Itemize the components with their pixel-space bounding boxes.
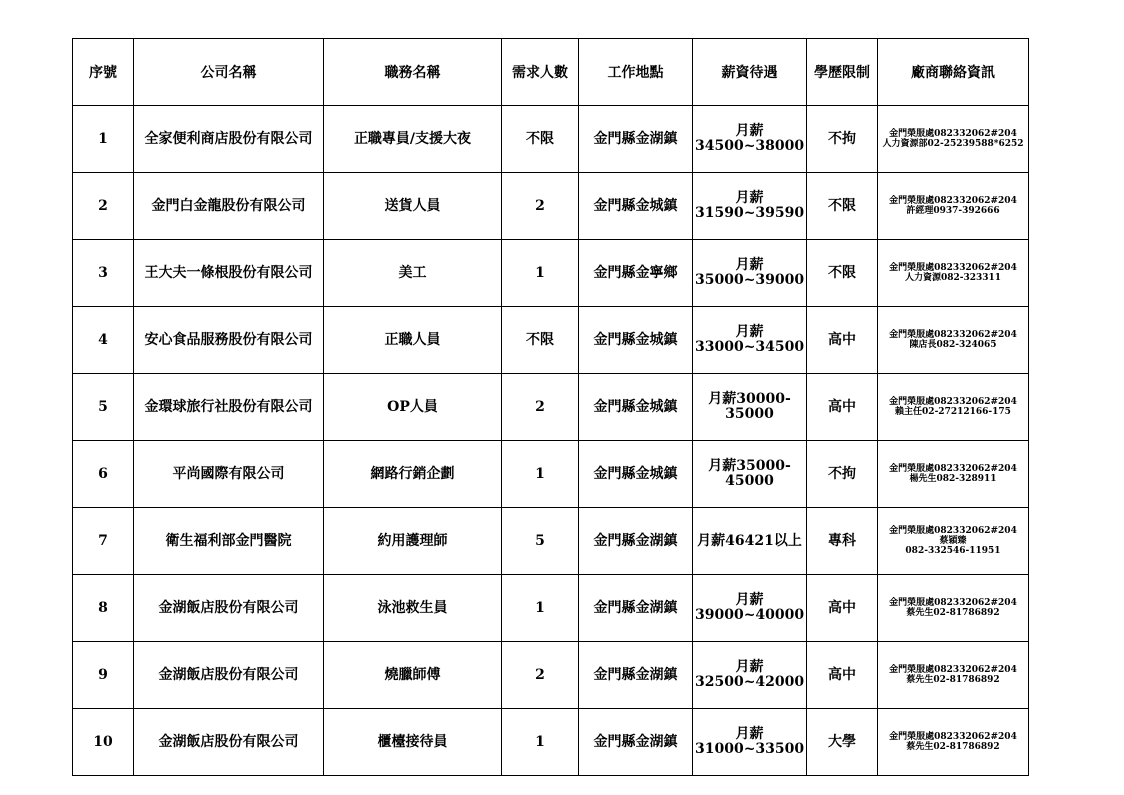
header-location: 工作地點 <box>579 39 693 106</box>
salary-line: 月薪30000- <box>708 391 791 407</box>
salary-line: 月薪 <box>735 123 764 139</box>
salary-line: 月薪 <box>735 726 764 742</box>
header-row <box>73 39 1029 106</box>
cell-location: 金門縣金城鎮 <box>579 307 693 374</box>
cell-index: 8 <box>73 575 134 642</box>
table-row <box>73 173 1029 240</box>
header-company: 公司名稱 <box>134 39 324 106</box>
cell-company: 金湖飯店股份有限公司 <box>134 642 324 709</box>
cell-index: 9 <box>73 642 134 709</box>
cell-salary <box>693 642 807 709</box>
cell-company: 金湖飯店股份有限公司 <box>134 709 324 776</box>
cell-headcount: 1 <box>502 240 579 307</box>
cell-position: 美工 <box>324 240 502 307</box>
cell-salary <box>693 441 807 508</box>
cell-education: 高中 <box>807 642 878 709</box>
cell-headcount: 5 <box>502 508 579 575</box>
cell-location: 金門縣金湖鎮 <box>579 709 693 776</box>
cell-index: 7 <box>73 508 134 575</box>
contact-line: 人力資源082-323311 <box>904 273 1002 283</box>
cell-headcount: 1 <box>502 441 579 508</box>
cell-contact <box>878 642 1029 709</box>
cell-contact <box>878 709 1029 776</box>
cell-position: OP人員 <box>324 374 502 441</box>
job-listing-table <box>72 38 1029 776</box>
cell-location: 金門縣金寧鄉 <box>579 240 693 307</box>
cell-company: 王大夫一條根股份有限公司 <box>134 240 324 307</box>
header-headcount: 需求人數 <box>502 39 579 106</box>
contact-line: 金門榮服處082332062#204 <box>889 129 1017 139</box>
cell-contact <box>878 240 1029 307</box>
contact-line: 金門榮服處082332062#204 <box>889 526 1017 536</box>
cell-location: 金門縣金湖鎮 <box>579 106 693 173</box>
table-row <box>73 106 1029 173</box>
header-salary: 薪資待遇 <box>693 39 807 106</box>
cell-position: 約用護理師 <box>324 508 502 575</box>
cell-education: 大學 <box>807 709 878 776</box>
table-row <box>73 307 1029 374</box>
table-row <box>73 709 1029 776</box>
cell-headcount: 2 <box>502 642 579 709</box>
cell-company: 金湖飯店股份有限公司 <box>134 575 324 642</box>
cell-index: 1 <box>73 106 134 173</box>
salary-line: 月薪 <box>735 592 764 608</box>
cell-position: 正職專員/支援大夜 <box>324 106 502 173</box>
salary-line: 39000~40000 <box>695 607 805 623</box>
cell-education: 不限 <box>807 240 878 307</box>
cell-salary <box>693 374 807 441</box>
cell-salary <box>693 575 807 642</box>
contact-line: 金門榮服處082332062#204 <box>889 732 1017 742</box>
cell-location: 金門縣金城鎮 <box>579 173 693 240</box>
cell-index: 10 <box>73 709 134 776</box>
cell-headcount: 2 <box>502 173 579 240</box>
table-row <box>73 508 1029 575</box>
salary-line: 月薪 <box>735 324 764 340</box>
salary-line: 月薪 <box>735 257 764 273</box>
contact-line: 金門榮服處082332062#204 <box>889 397 1017 407</box>
cell-contact <box>878 106 1029 173</box>
cell-education: 不拘 <box>807 441 878 508</box>
cell-education: 高中 <box>807 307 878 374</box>
salary-line: 45000 <box>725 473 774 489</box>
table-row <box>73 575 1029 642</box>
cell-contact <box>878 374 1029 441</box>
table-row <box>73 441 1029 508</box>
cell-contact <box>878 307 1029 374</box>
contact-line: 金門榮服處082332062#204 <box>889 196 1017 206</box>
header-contact: 廠商聯絡資訊 <box>878 39 1029 106</box>
cell-contact <box>878 575 1029 642</box>
cell-company: 金環球旅行社股份有限公司 <box>134 374 324 441</box>
cell-contact <box>878 508 1029 575</box>
cell-contact <box>878 441 1029 508</box>
cell-salary <box>693 173 807 240</box>
cell-education: 不限 <box>807 173 878 240</box>
salary-line: 33000~34500 <box>695 339 805 355</box>
cell-headcount: 不限 <box>502 307 579 374</box>
cell-company: 金門白金龍股份有限公司 <box>134 173 324 240</box>
contact-line: 陳店長082-324065 <box>909 340 997 350</box>
salary-line: 月薪35000- <box>708 458 791 474</box>
cell-headcount: 1 <box>502 709 579 776</box>
contact-line: 賴主任02-27212166-175 <box>895 407 1011 417</box>
cell-contact <box>878 173 1029 240</box>
cell-location: 金門縣金城鎮 <box>579 374 693 441</box>
cell-salary <box>693 508 807 575</box>
contact-line: 082-332546-11951 <box>905 546 1001 556</box>
table-row <box>73 374 1029 441</box>
salary-line: 31000~33500 <box>695 741 805 757</box>
cell-headcount: 不限 <box>502 106 579 173</box>
salary-line: 32500~42000 <box>695 674 805 690</box>
salary-line: 34500~38000 <box>695 138 805 154</box>
salary-line: 35000 <box>725 406 774 422</box>
cell-location: 金門縣金湖鎮 <box>579 508 693 575</box>
cell-index: 6 <box>73 441 134 508</box>
header-education: 學歷限制 <box>807 39 878 106</box>
cell-education: 高中 <box>807 575 878 642</box>
cell-education: 高中 <box>807 374 878 441</box>
contact-line: 金門榮服處082332062#204 <box>889 263 1017 273</box>
contact-line: 金門榮服處082332062#204 <box>889 330 1017 340</box>
cell-position: 泳池救生員 <box>324 575 502 642</box>
cell-headcount: 1 <box>502 575 579 642</box>
table-row <box>73 642 1029 709</box>
contact-line: 許經理0937-392666 <box>906 206 1000 216</box>
header-index: 序號 <box>73 39 134 106</box>
cell-company: 全家便利商店股份有限公司 <box>134 106 324 173</box>
contact-line: 金門榮服處082332062#204 <box>889 464 1017 474</box>
header-position: 職務名稱 <box>324 39 502 106</box>
cell-salary <box>693 106 807 173</box>
contact-line: 蔡先生02-81786892 <box>906 608 1000 618</box>
cell-company: 平尚國際有限公司 <box>134 441 324 508</box>
cell-location: 金門縣金湖鎮 <box>579 642 693 709</box>
salary-line: 31590~39590 <box>695 205 805 221</box>
cell-salary <box>693 307 807 374</box>
cell-index: 2 <box>73 173 134 240</box>
table-row <box>73 240 1029 307</box>
cell-position: 燒臘師傅 <box>324 642 502 709</box>
cell-company: 衛生福利部金門醫院 <box>134 508 324 575</box>
cell-position: 送貨人員 <box>324 173 502 240</box>
salary-line: 35000~39000 <box>695 272 805 288</box>
cell-location: 金門縣金城鎮 <box>579 441 693 508</box>
contact-line: 楊先生082-328911 <box>909 474 997 484</box>
salary-line: 月薪 <box>735 659 764 675</box>
cell-education: 專科 <box>807 508 878 575</box>
salary-line: 月薪 <box>735 190 764 206</box>
cell-salary <box>693 709 807 776</box>
contact-line: 人力資源部02-25239588*6252 <box>882 139 1024 149</box>
contact-line: 金門榮服處082332062#204 <box>889 665 1017 675</box>
cell-company: 安心食品服務股份有限公司 <box>134 307 324 374</box>
cell-education: 不拘 <box>807 106 878 173</box>
contact-line: 金門榮服處082332062#204 <box>889 598 1017 608</box>
cell-salary <box>693 240 807 307</box>
contact-line: 蔡先生02-81786892 <box>906 742 1000 752</box>
cell-index: 3 <box>73 240 134 307</box>
cell-headcount: 2 <box>502 374 579 441</box>
contact-line: 蔡先生02-81786892 <box>906 675 1000 685</box>
cell-location: 金門縣金湖鎮 <box>579 575 693 642</box>
cell-position: 櫃檯接待員 <box>324 709 502 776</box>
cell-index: 4 <box>73 307 134 374</box>
cell-position: 正職人員 <box>324 307 502 374</box>
cell-position: 網路行銷企劃 <box>324 441 502 508</box>
table-body <box>73 106 1029 776</box>
cell-index: 5 <box>73 374 134 441</box>
contact-line: 蔡穎臻 <box>939 536 967 546</box>
salary-line: 月薪46421以上 <box>697 532 802 549</box>
